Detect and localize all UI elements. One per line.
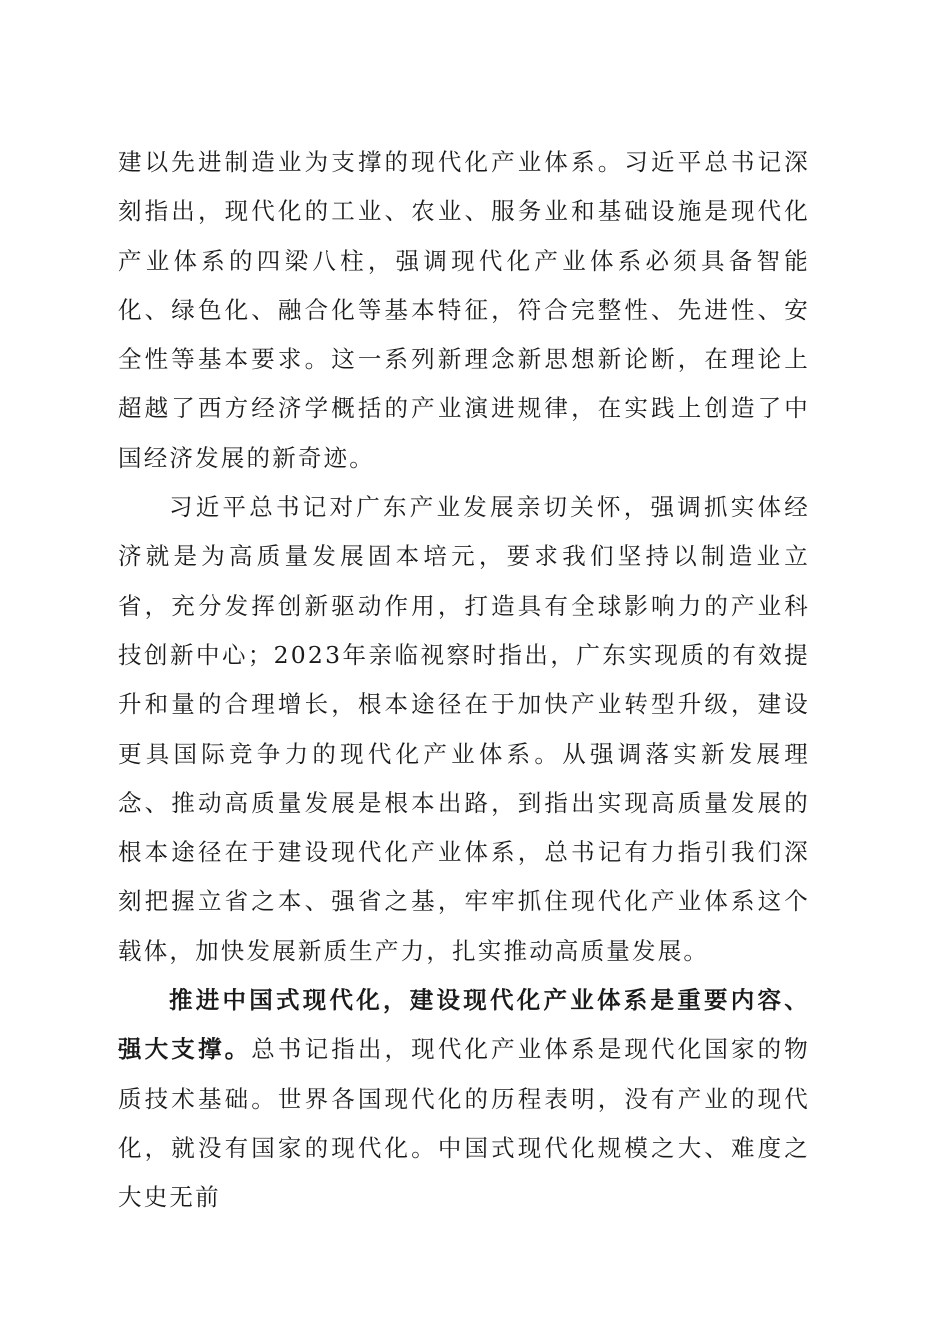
paragraph-2-text: 习近平总书记对广东产业发展亲切关怀，强调抓实体经济就是为高质量发展固本培元，要求我们坚持以制造业立省，充分发挥创新驱动作用，打造具有全球影响力的产业科技创新中心；2023年亲临视察时指出，广东实现质的有效提升和量的合理增长，根本途径在于加快产业转型升级，建设更具国际竞争力的现代化产业体系。从强调落实新发展理念、推动高质量发展是根本出路，到指出实现高质量发展的根本途径在于建设现代化产业体系，总书记有力指引我们深刻把握立省之本、强省之基，牢牢抓住现代化产业体系这个载体，加快发展新质生产力，扎实推动高质量发展。 — [118, 493, 810, 965]
paragraph-3 — [118, 976, 810, 1222]
document-page — [118, 138, 810, 1223]
paragraph-3-bold-lead: 推进中国式现代化，建设现代化产业体系是重要内容、强大支撑。 — [118, 986, 810, 1064]
paragraph-1 — [118, 138, 810, 483]
paragraph-1-text: 建以先进制造业为支撑的现代化产业体系。习近平总书记深刻指出，现代化的工业、农业、服务业和基础设施是现代化产业体系的四梁八柱，强调现代化产业体系必须具备智能化、绿色化、融合化等基本特征，符合完整性、先进性、安全性等基本要求。这一系列新理念新思想新论断，在理论上超越了西方经济学概括的产业演进规律，在实践上创造了中国经济发展的新奇迹。 — [118, 148, 810, 472]
paragraph-2 — [118, 483, 810, 976]
paragraph-3-text: 总书记指出，现代化产业体系是现代化国家的物质技术基础。世界各国现代化的历程表明，没有产业的现代化，就没有国家的现代化。中国式现代化规模之大、难度之大史无前 — [118, 1035, 811, 1212]
